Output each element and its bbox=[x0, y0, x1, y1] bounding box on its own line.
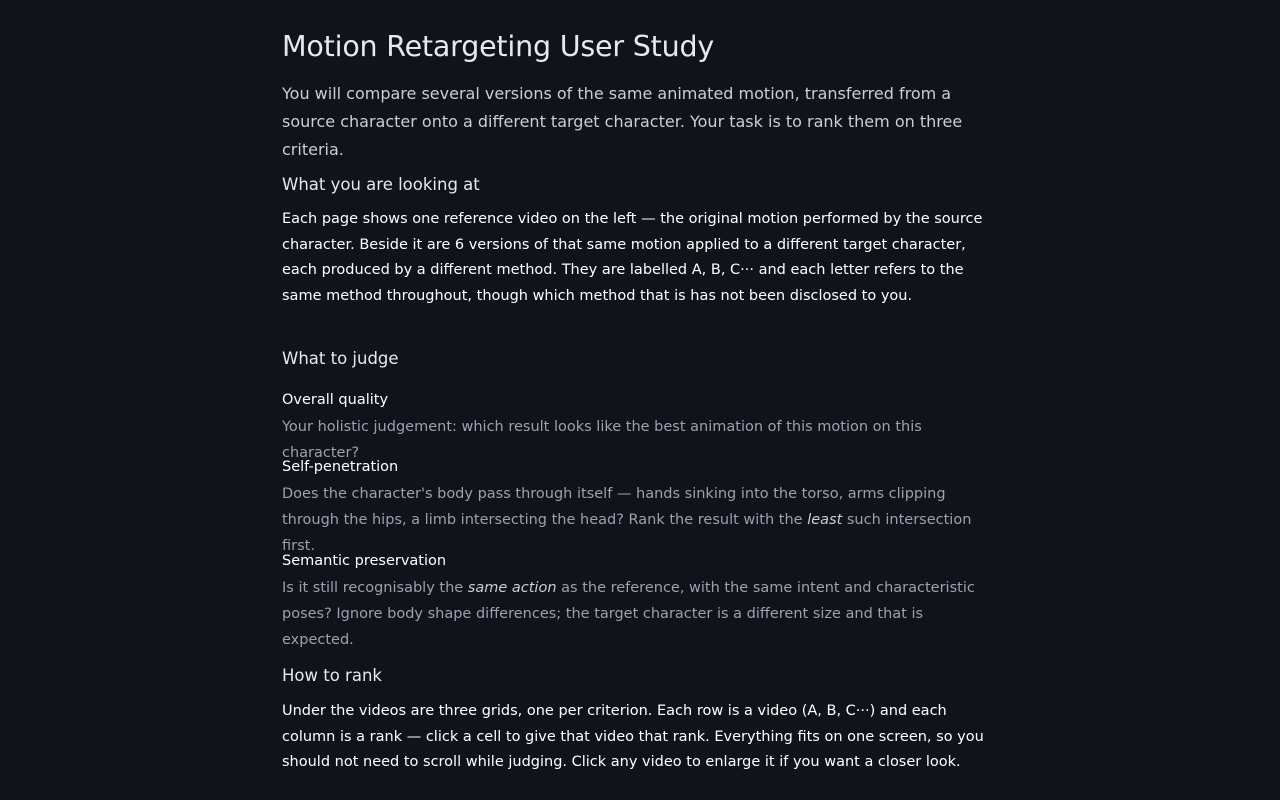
desc-text: Does the character's body pass through itself — hands sinking into the torso, arms clipping through the hips, a limb intersecting the head? Rank the result with the bbox=[282, 486, 946, 528]
criterion-title-self-penetration: Self-penetration bbox=[282, 459, 399, 475]
desc-emphasis: least bbox=[807, 512, 843, 528]
section-heading-judge: What to judge bbox=[282, 349, 399, 368]
desc-text: Is it still recognisably the bbox=[282, 580, 468, 596]
criterion-desc-semantic-preservation bbox=[282, 575, 998, 653]
criterion-title-overall-quality: Overall quality bbox=[282, 392, 389, 408]
criterion-desc-overall-quality: Your holistic judgement: which result looks like the best animation of this motion on this character? bbox=[282, 419, 922, 461]
desc-emphasis: same action bbox=[467, 580, 557, 596]
rank-paragraph: Under the videos are three grids, one per criterion. Each row is a video (A, B, C···) and each column is a rank — click a cell to give that video that rank. Everything fits on one screen, so you should not need to scroll while judging. Click any video to enlarge it if you want a closer look. bbox=[282, 703, 984, 771]
looking-paragraph: Each page shows one reference video on the left — the original motion performed by the source character. Beside it are 6 versions of that same motion applied to a different target character, each produced by a different method. They are labelled A, B, C··· and each letter refers to the same method throughout, though which method that is has not been disclosed to you. bbox=[282, 211, 983, 305]
section-heading-rank: How to rank bbox=[282, 666, 382, 685]
section-heading-looking: What you are looking at bbox=[282, 175, 480, 194]
page-title: Motion Retargeting User Study bbox=[282, 30, 715, 63]
desc-text: as the reference, with the same intent and characteristic poses? Ignore body shape differences; the target character is a different size and that is expected. bbox=[282, 580, 975, 648]
desc-text: such intersection first. bbox=[282, 512, 972, 554]
intro-paragraph: You will compare several versions of the same animated motion, transferred from a source character onto a different target character. Your task is to rank them on three criteria. bbox=[282, 84, 963, 159]
criterion-title-semantic-preservation: Semantic preservation bbox=[282, 553, 447, 569]
criterion-desc-self-penetration bbox=[282, 481, 998, 559]
